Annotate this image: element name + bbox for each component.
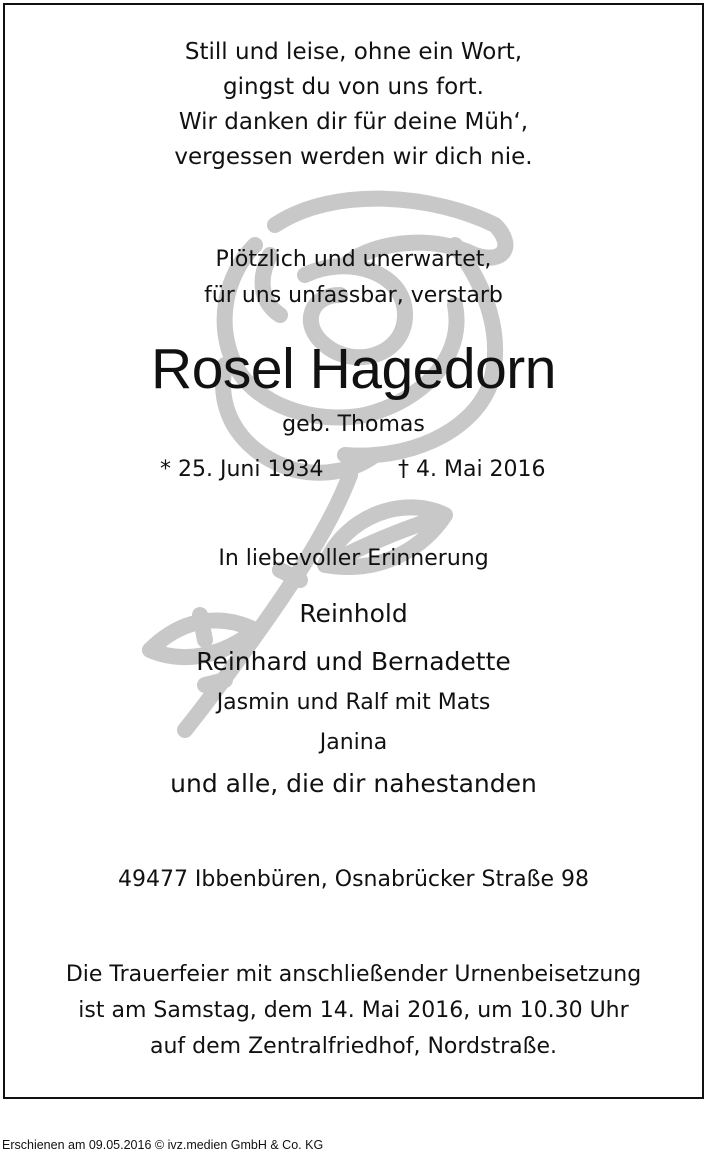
ceremony-line-1: Die Trauerfeier mit anschließender Urnenbeisetzung <box>65 962 642 987</box>
memory-line: In liebevoller Erinnerung <box>218 546 489 571</box>
deceased-name: Rosel Hagedorn <box>151 337 556 401</box>
family-member: Reinhold <box>299 599 408 628</box>
poem-line-3: Wir danken dir für deine Müh‘, <box>178 109 529 135</box>
family-member: Janina <box>319 730 388 755</box>
family-closing: und alle, die dir nahestanden <box>170 769 537 798</box>
life-dates <box>5 457 702 487</box>
publication-footer: Erschienen am 09.05.2016 © ivz.medien GmbH & Co. KG <box>2 1138 324 1152</box>
maiden-name: geb. Thomas <box>282 412 425 437</box>
intro-line-2: für uns unfassbar, verstarb <box>204 283 503 308</box>
death-date: † 4. Mai 2016 <box>398 457 546 482</box>
family-member: Jasmin und Ralf mit Mats <box>216 690 491 715</box>
birth-date: * 25. Juni 1934 <box>160 457 324 482</box>
family-member: Reinhard und Bernadette <box>196 647 511 676</box>
ceremony-line-3: auf dem Zentralfriedhof, Nordstraße. <box>150 1034 557 1059</box>
intro-line-1: Plötzlich und unerwartet, <box>215 247 492 272</box>
poem-line-4: vergessen werden wir dich nie. <box>174 144 533 170</box>
obituary-frame <box>3 3 704 1099</box>
poem-line-2: gingst du von uns fort. <box>223 74 484 100</box>
ceremony-line-2: ist am Samstag, dem 14. Mai 2016, um 10.30 Uhr <box>78 998 629 1023</box>
address: 49477 Ibbenbüren, Osnabrücker Straße 98 <box>117 867 590 892</box>
poem-line-1: Still und leise, ohne ein Wort, <box>184 39 523 65</box>
